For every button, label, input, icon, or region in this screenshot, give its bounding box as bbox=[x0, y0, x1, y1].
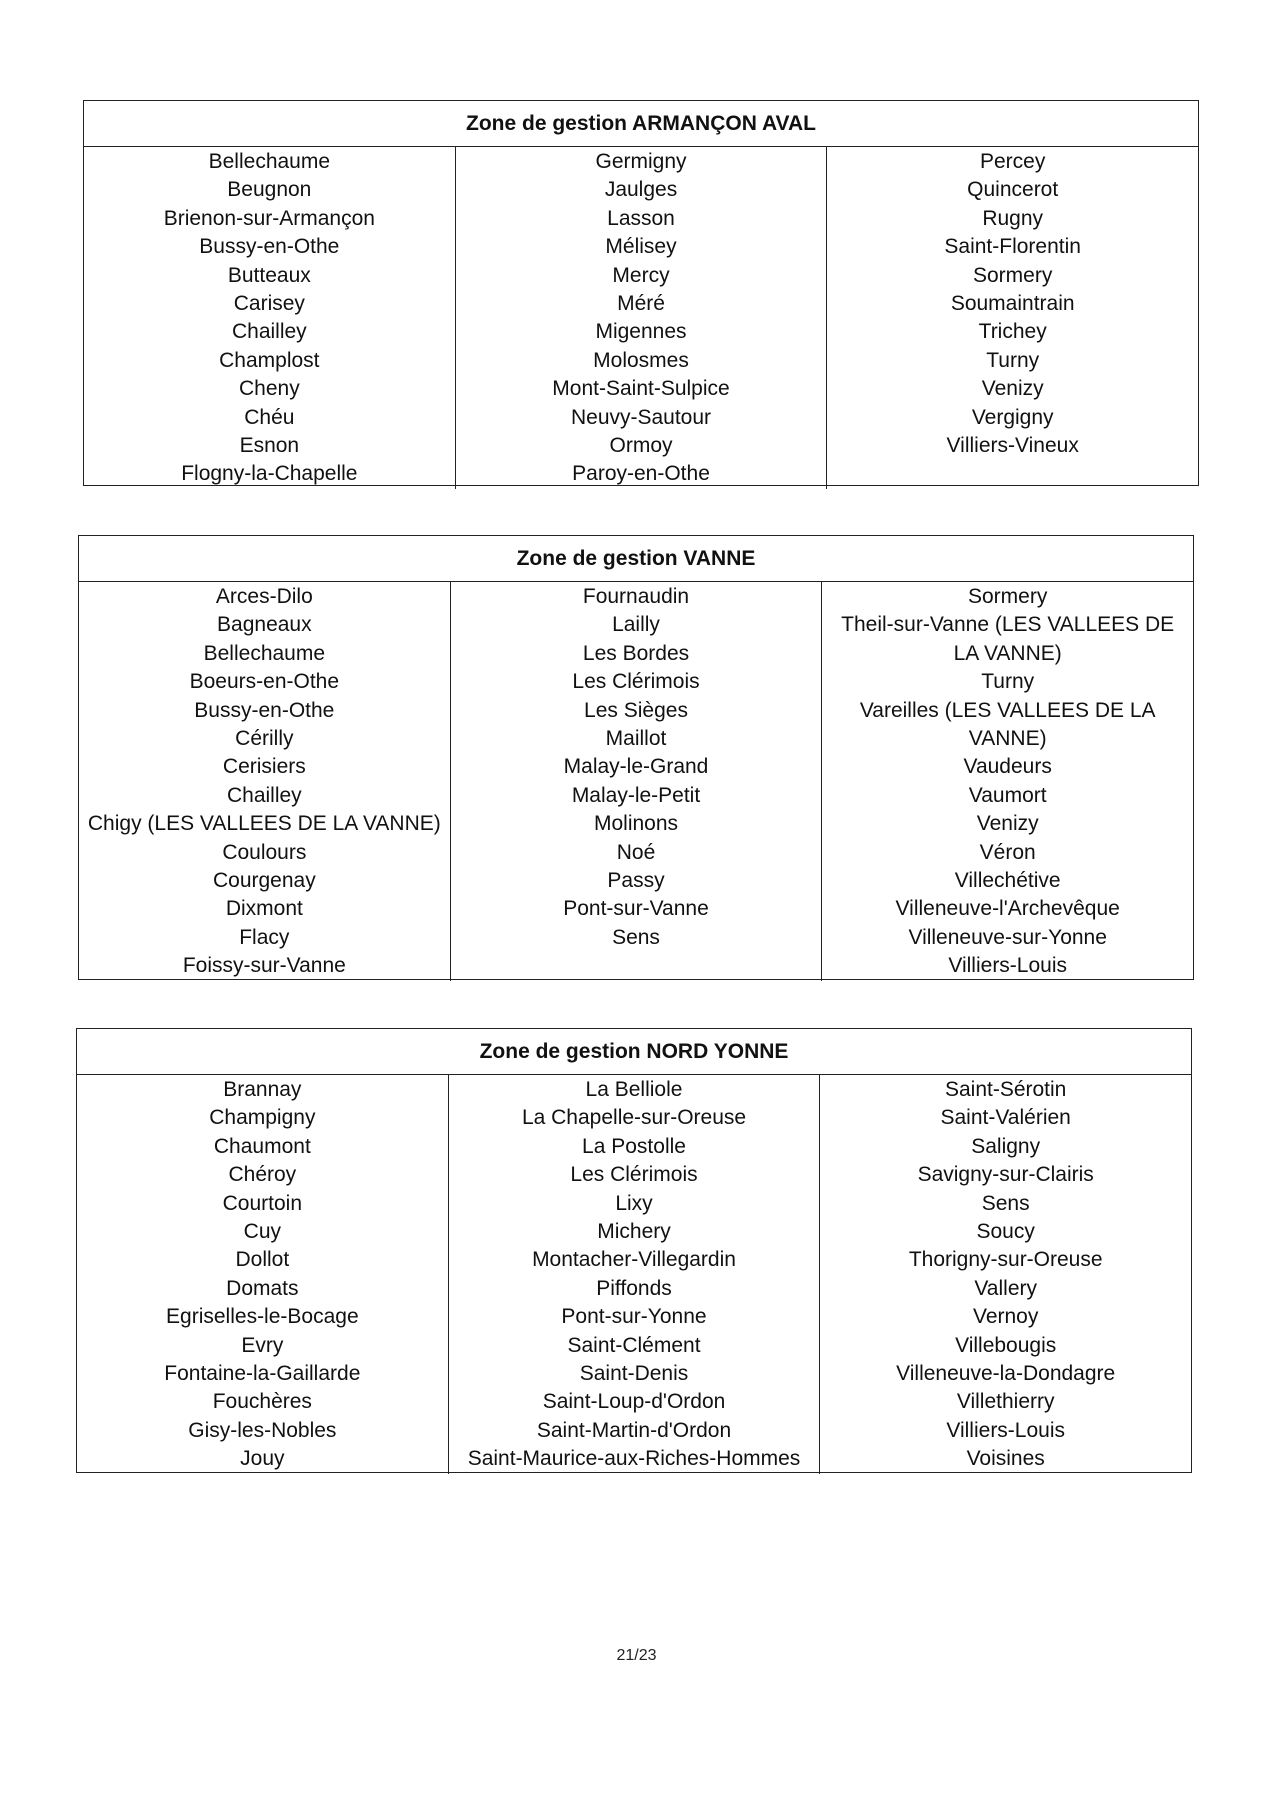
commune-name: Rugny bbox=[982, 206, 1044, 230]
commune-name: Esnon bbox=[239, 434, 300, 458]
page-number: 21/23 bbox=[616, 1647, 657, 1664]
zone-title: Zone de gestion ARMANÇON AVAL bbox=[84, 101, 1198, 147]
commune-name: La Postolle bbox=[582, 1134, 686, 1158]
commune-name: Vaudeurs bbox=[963, 755, 1052, 779]
zone-columns bbox=[77, 1075, 1191, 1474]
commune-name: Boeurs-en-Othe bbox=[189, 670, 340, 694]
commune-name: Foissy-sur-Vanne bbox=[182, 954, 346, 978]
commune-name: Sormery bbox=[968, 585, 1048, 608]
commune-name: Savigny-sur-Clairis bbox=[917, 1163, 1094, 1187]
commune-name: La Belliole bbox=[585, 1078, 683, 1101]
commune-name: Michery bbox=[597, 1220, 671, 1244]
zone-table-armancon-aval bbox=[83, 100, 1199, 486]
commune-name: Jouy bbox=[240, 1447, 285, 1471]
commune-name: Chéu bbox=[244, 405, 295, 429]
commune-name: Malay-le-Grand bbox=[563, 755, 709, 779]
commune-name: Cérilly bbox=[235, 727, 294, 751]
commune-name: Mont-Saint-Sulpice bbox=[552, 377, 730, 401]
commune-name: Vernoy bbox=[972, 1305, 1039, 1329]
commune-name: Butteaux bbox=[227, 263, 311, 287]
commune-name: Percey bbox=[980, 150, 1046, 173]
commune-name: Montacher-Villegardin bbox=[532, 1248, 736, 1272]
commune-name: Villeneuve-la-Dondagre bbox=[896, 1362, 1116, 1386]
commune-name: Gisy-les-Nobles bbox=[188, 1418, 337, 1442]
commune-name: Les Clérimois bbox=[572, 670, 700, 694]
commune-name: Domats bbox=[226, 1276, 299, 1300]
commune-name: Bussy-en-Othe bbox=[194, 698, 335, 722]
commune-name: Méré bbox=[617, 292, 665, 316]
commune-name: Chéroy bbox=[228, 1163, 297, 1187]
commune-name: Turny bbox=[981, 670, 1035, 694]
commune-name: Pont-sur-Yonne bbox=[561, 1305, 707, 1329]
commune-name: Pont-sur-Vanne bbox=[563, 897, 709, 921]
commune-name: Brannay bbox=[223, 1078, 302, 1101]
commune-column bbox=[79, 582, 450, 981]
commune-name: Saint-Loup-d'Ordon bbox=[542, 1390, 726, 1414]
commune-name: Germigny bbox=[595, 150, 687, 173]
commune-name: Migennes bbox=[595, 320, 687, 344]
commune-column bbox=[450, 582, 822, 981]
commune-name: Neuvy-Sautour bbox=[570, 405, 712, 429]
commune-name: Vareilles (LES VALLEES DE LA VANNE) bbox=[859, 698, 1156, 751]
zone-title: Zone de gestion VANNE bbox=[79, 536, 1193, 582]
commune-name: Chailley bbox=[231, 320, 307, 344]
commune-name: Trichey bbox=[978, 320, 1047, 344]
commune-name: Mercy bbox=[612, 263, 670, 287]
commune-name: Molinons bbox=[593, 812, 679, 836]
commune-name: Venizy bbox=[981, 377, 1044, 401]
commune-name: Villiers-Vineux bbox=[946, 434, 1079, 458]
commune-name: Theil-sur-Vanne (LES VALLEES DE LA VANNE) bbox=[841, 613, 1175, 665]
commune-name: Evry bbox=[241, 1333, 284, 1357]
commune-name: Vaumort bbox=[968, 783, 1047, 807]
commune-name: Noé bbox=[616, 840, 656, 864]
commune-name: Villebougis bbox=[955, 1333, 1057, 1357]
commune-name: Champlost bbox=[219, 348, 320, 372]
commune-name: Sens bbox=[981, 1191, 1030, 1215]
commune-name: Chaumont bbox=[213, 1134, 311, 1158]
commune-name: Maillot bbox=[605, 727, 667, 751]
commune-name: Molosmes bbox=[593, 348, 689, 372]
commune-name: Saint-Sérotin bbox=[944, 1078, 1067, 1101]
commune-name: Dollot bbox=[235, 1248, 290, 1272]
commune-name: Venizy bbox=[976, 812, 1039, 836]
commune-name: Vergigny bbox=[971, 405, 1054, 429]
commune-name: Dixmont bbox=[225, 897, 303, 921]
commune-name: Courgenay bbox=[212, 869, 316, 893]
zone-columns bbox=[79, 582, 1193, 981]
commune-column bbox=[821, 582, 1193, 981]
commune-name: Les Clérimois bbox=[570, 1163, 698, 1187]
zone-title: Zone de gestion NORD YONNE bbox=[77, 1029, 1191, 1075]
commune-name: Ormoy bbox=[609, 434, 673, 458]
commune-name: Villeneuve-sur-Yonne bbox=[908, 925, 1107, 949]
commune-name: Bellechaume bbox=[208, 150, 331, 173]
commune-name: Egriselles-le-Bocage bbox=[166, 1305, 359, 1329]
commune-name: Fouchères bbox=[212, 1390, 312, 1414]
commune-name: Beugnon bbox=[227, 178, 312, 202]
commune-name: Bussy-en-Othe bbox=[199, 235, 340, 259]
commune-name: Vallery bbox=[974, 1276, 1037, 1300]
zone-columns bbox=[84, 147, 1198, 489]
commune-name: Villiers-Louis bbox=[946, 1418, 1066, 1442]
commune-name: Lasson bbox=[607, 206, 675, 230]
commune-name: Paroy-en-Othe bbox=[572, 462, 710, 486]
commune-name: Mélisey bbox=[605, 235, 677, 259]
commune-name: Villeneuve-l'Archevêque bbox=[895, 897, 1120, 921]
commune-name: Soucy bbox=[976, 1220, 1035, 1244]
commune-name: Saint-Valérien bbox=[940, 1106, 1071, 1130]
commune-name: Les Bordes bbox=[582, 641, 690, 665]
commune-name: Villethierry bbox=[956, 1390, 1055, 1414]
commune-name: Bellechaume bbox=[203, 641, 326, 665]
commune-name: La Chapelle-sur-Oreuse bbox=[521, 1106, 747, 1130]
commune-column bbox=[819, 1075, 1191, 1474]
commune-name: Bagneaux bbox=[217, 613, 312, 637]
commune-name: Saint-Maurice-aux-Riches-Hommes bbox=[467, 1447, 801, 1471]
commune-name: Malay-le-Petit bbox=[571, 783, 701, 807]
commune-name: Passy bbox=[607, 869, 665, 893]
commune-name: Coulours bbox=[222, 840, 307, 864]
commune-name: Fontaine-la-Gaillarde bbox=[164, 1362, 361, 1386]
commune-name: Courtoin bbox=[222, 1191, 303, 1215]
commune-column bbox=[77, 1075, 448, 1474]
commune-name: Voisines bbox=[966, 1447, 1045, 1471]
commune-name: Cheny bbox=[238, 377, 300, 401]
commune-name: Villiers-Louis bbox=[948, 954, 1068, 978]
commune-name: Les Sièges bbox=[584, 698, 688, 722]
commune-column bbox=[84, 147, 455, 489]
commune-name: Thorigny-sur-Oreuse bbox=[908, 1248, 1103, 1272]
commune-name: Saint-Florentin bbox=[944, 235, 1081, 259]
commune-name: Brienon-sur-Armançon bbox=[163, 206, 375, 230]
commune-name: Cuy bbox=[243, 1220, 282, 1244]
commune-column bbox=[455, 147, 827, 489]
zone-table-vanne bbox=[78, 535, 1194, 980]
commune-name: Flacy bbox=[239, 925, 290, 949]
commune-name: Lixy bbox=[615, 1191, 653, 1215]
commune-name: Champigny bbox=[209, 1106, 316, 1130]
commune-name: Saint-Denis bbox=[579, 1362, 689, 1386]
commune-name: Soumaintrain bbox=[950, 292, 1075, 316]
commune-name: Fournaudin bbox=[582, 585, 690, 608]
commune-column bbox=[826, 147, 1198, 489]
commune-name: Véron bbox=[979, 840, 1036, 864]
commune-name: Arces-Dilo bbox=[215, 585, 313, 608]
commune-name: Turny bbox=[986, 348, 1040, 372]
commune-name: Chailley bbox=[226, 783, 302, 807]
commune-name: Sens bbox=[612, 925, 660, 949]
commune-column bbox=[448, 1075, 820, 1474]
commune-name: Lailly bbox=[612, 613, 660, 637]
commune-name: Carisey bbox=[233, 292, 305, 316]
commune-name: Saligny bbox=[971, 1134, 1041, 1158]
commune-name: Chigy (LES VALLEES DE LA VANNE) bbox=[87, 812, 441, 836]
commune-name: Flogny-la-Chapelle bbox=[181, 462, 358, 486]
commune-name: Saint-Clément bbox=[567, 1333, 701, 1357]
commune-name: Piffonds bbox=[596, 1276, 672, 1300]
commune-name: Villechétive bbox=[954, 869, 1061, 893]
commune-name: Sormery bbox=[973, 263, 1053, 287]
zone-table-nord-yonne bbox=[76, 1028, 1192, 1473]
commune-name: Jaulges bbox=[604, 178, 678, 202]
commune-name: Saint-Martin-d'Ordon bbox=[536, 1418, 732, 1442]
commune-name: Quincerot bbox=[967, 178, 1059, 202]
commune-name: Cerisiers bbox=[222, 755, 306, 779]
